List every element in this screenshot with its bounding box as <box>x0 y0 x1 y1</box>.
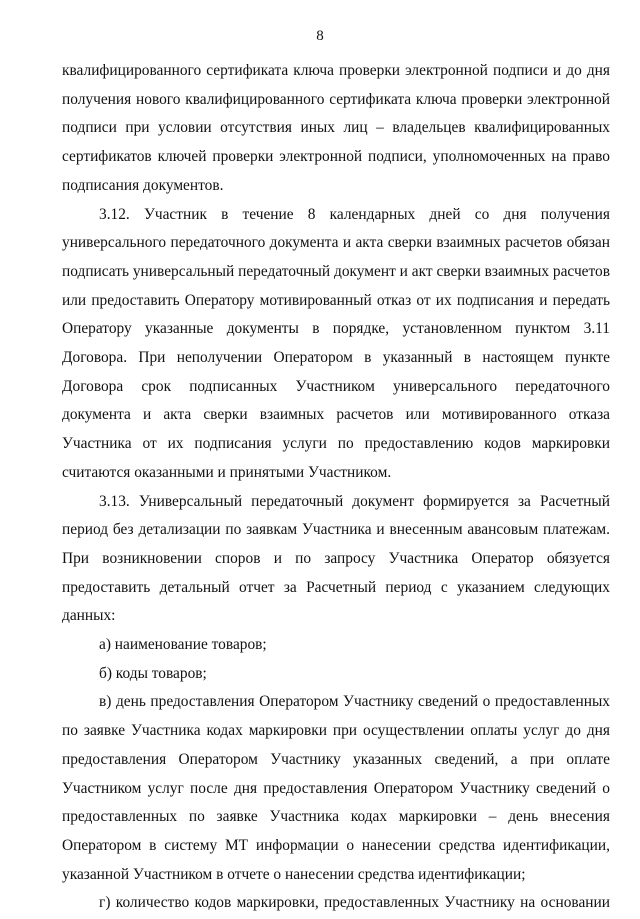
page-number: 8 <box>316 28 324 44</box>
list-item-v: в) день предоставления Оператором Участнику сведений о предоставленных по заявке Участника кодах маркировки при осуществлении оплаты услуг до дня предоставления Оператором Участнику указанных сведений, а при оплате Участником услуг после дня предоставления Оператором Участнику сведений о предоставленных по заявке Участника кодах маркировки – день внесения Оператором в систему МТ информации о нанесении средства идентификации, указанной Участником в отчете о нанесении средства идентификации; <box>62 693 610 883</box>
list-item-g: г) количество кодов маркировки, предоставленных Участнику на основании <box>99 894 610 912</box>
paragraph-3-12: 3.12. Участник в течение 8 календарных дней со дня получения универсального передаточного документа и акта сверки взаимных расчетов обязан подписать универсальный передаточный документ и акт сверки взаимных расчетов или предоставить Оператору мотивированный отказ от их подписания и передать Оператору указанные документы в порядке, установленном пунктом 3.11 Договора. При неполучении Оператором в указанный в настоящем пункте Договора срок подписанных Участником универсального передаточного документа и акта сверки взаимных расчетов или мотивированного отказа Участника от их подписания услуги по предоставлению кодов маркировки считаются оказанными и принятыми Участником. <box>62 205 610 481</box>
paragraph-3-13: 3.13. Универсальный передаточный документ формируется за Расчетный период без детализации по заявкам Участника и внесенным авансовым платежам. При возникновении споров и по запросу Участника Оператор обязуется предоставить детальный отчет за Расчетный период с указанием следующих данных: <box>62 492 610 625</box>
list-item-b: б) коды товаров; <box>99 664 207 682</box>
document-body <box>62 57 610 918</box>
list-item-a: а) наименование товаров; <box>99 636 267 654</box>
paragraph-continuation: квалифицированного сертификата ключа проверки электронной подписи и до дня получения нового квалифицированного сертификата ключа проверки электронной подписи при условии отсутствия иных лиц – владельцев квалифицированных сертификатов ключей проверки электронной подписи, уполномоченных на право подписания документов. <box>62 62 610 194</box>
